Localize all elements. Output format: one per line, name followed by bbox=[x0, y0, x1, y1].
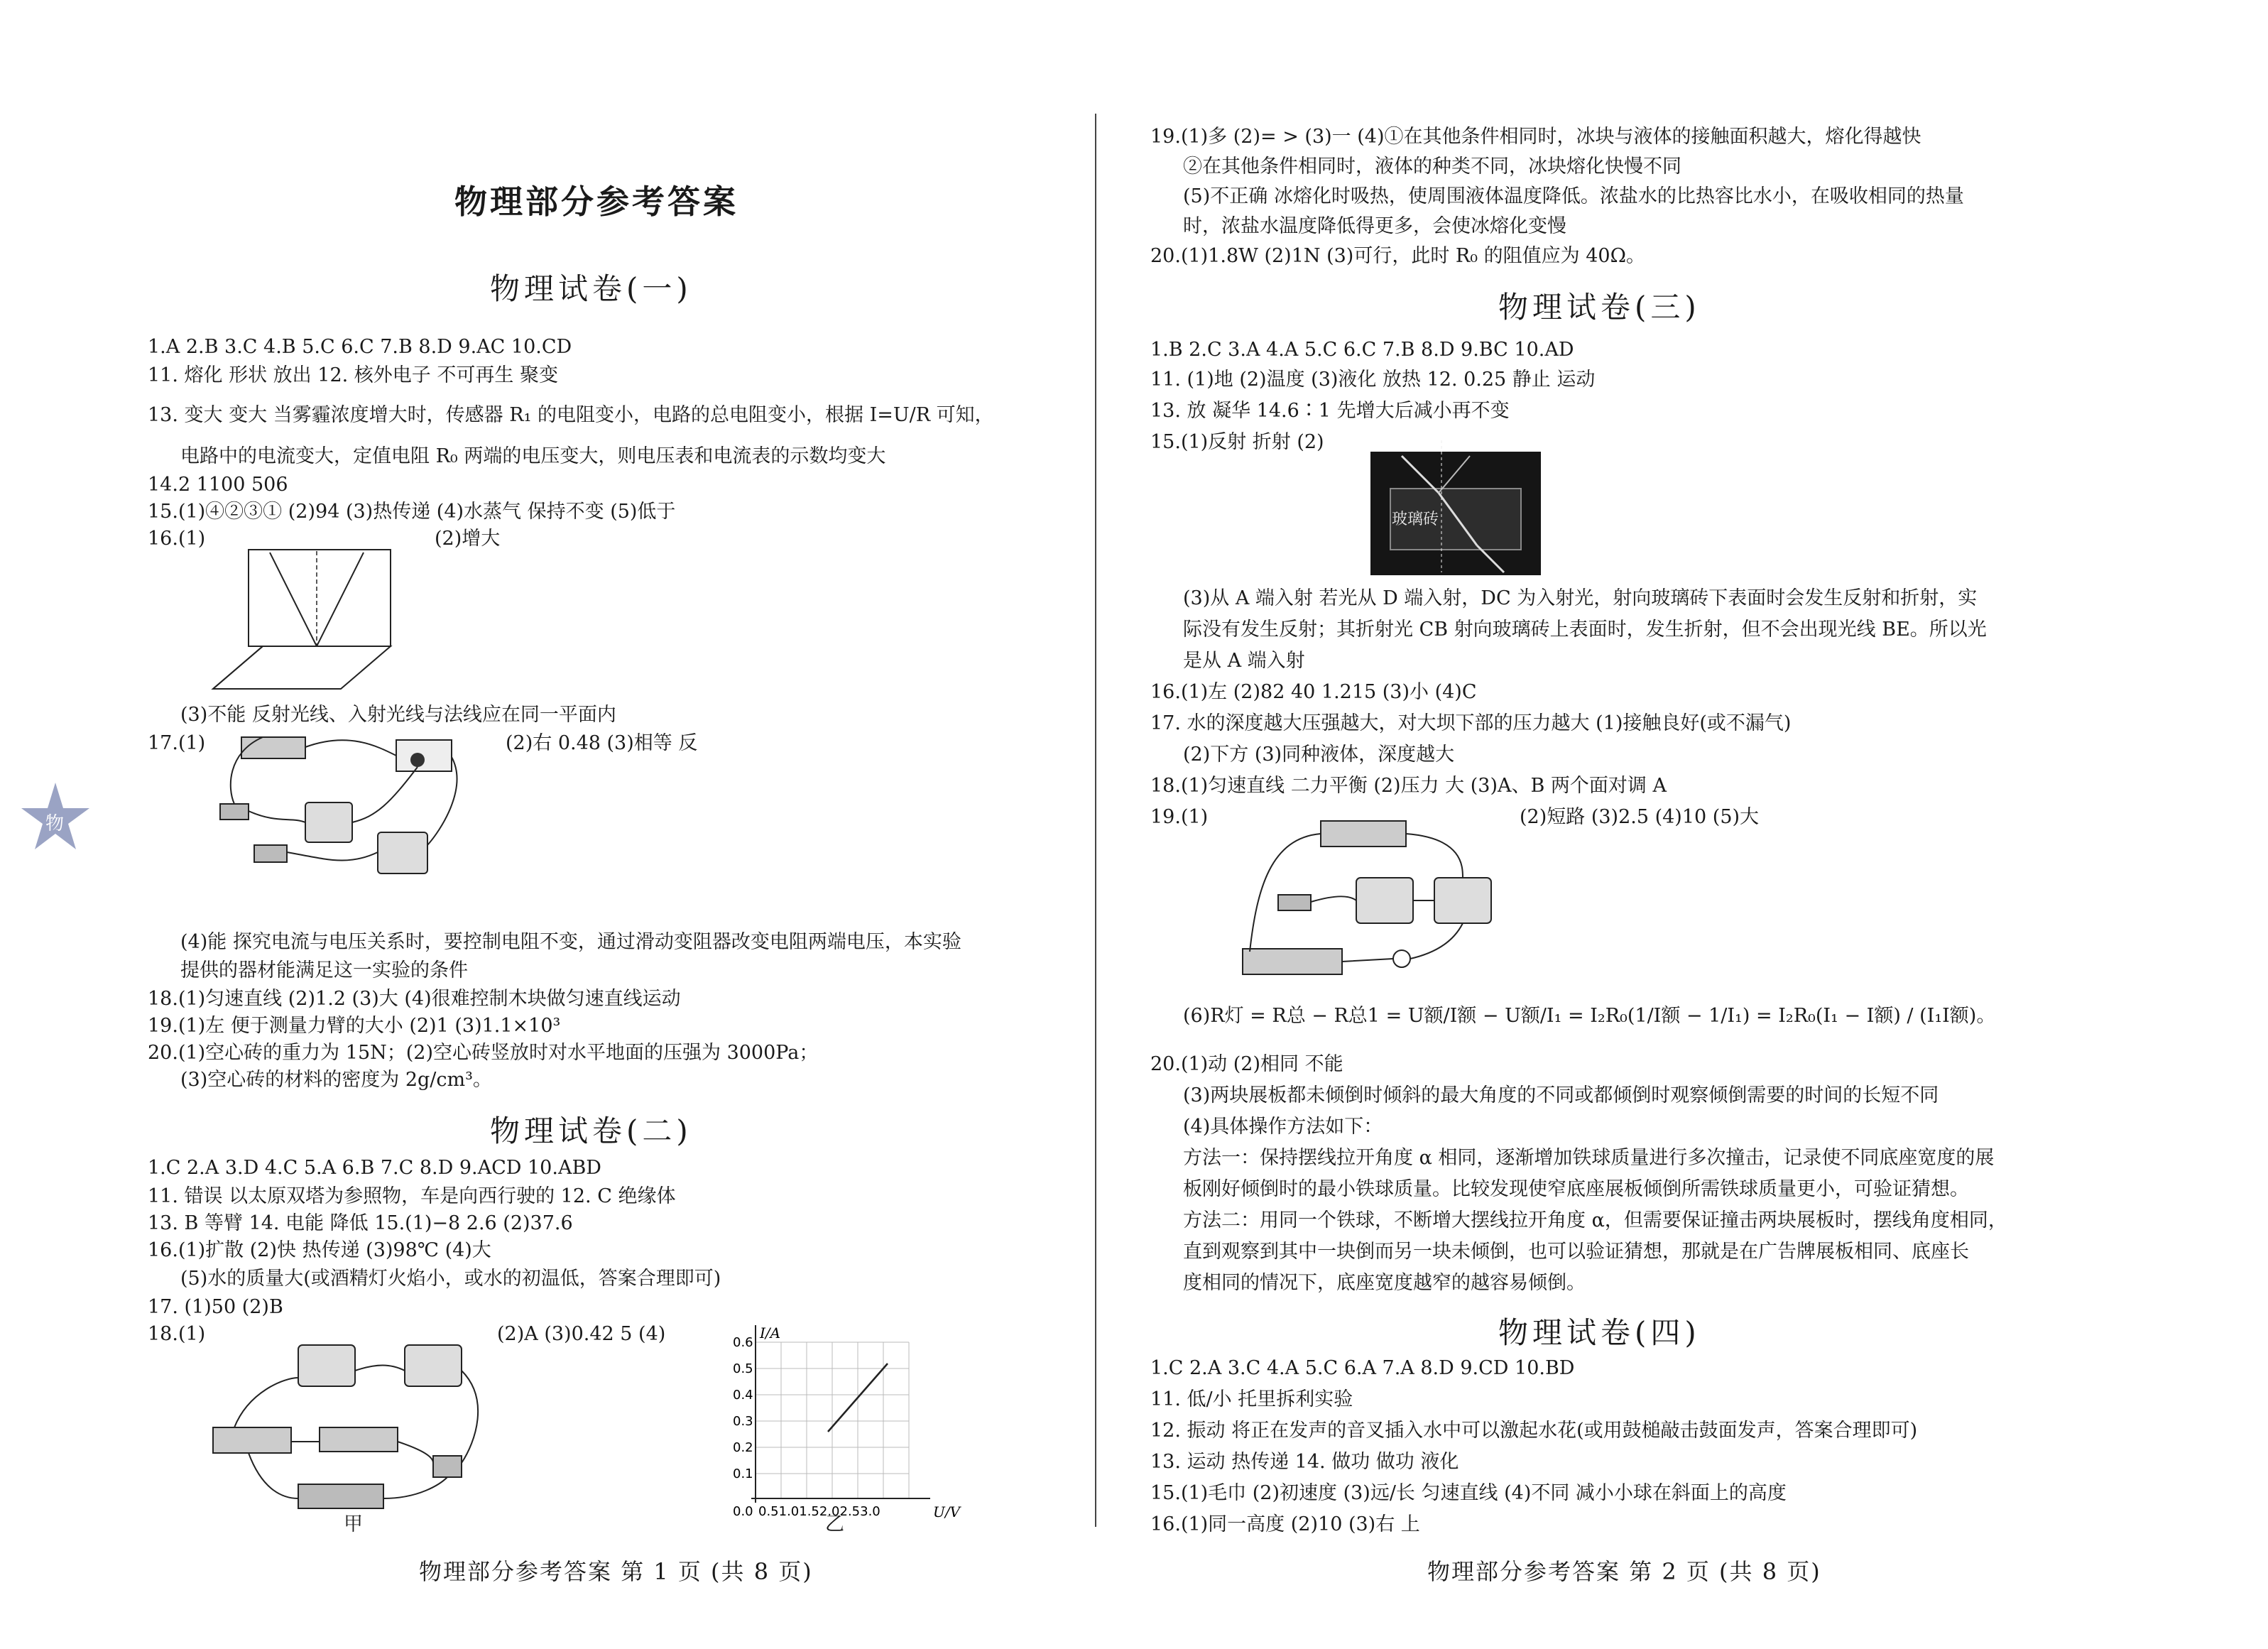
section-title-2: 物理试卷(二) bbox=[490, 1114, 692, 1148]
answer-line: 际没有发生反射；其折射光 CB 射向玻璃砖上表面时，发生折射，但不会出现光线 BE。所以光 bbox=[1183, 619, 1987, 641]
subject-stamp bbox=[20, 781, 91, 866]
answer-line: 19.(1) bbox=[1150, 806, 1209, 828]
svg-text:物: 物 bbox=[45, 813, 65, 834]
svg-text:0.4: 0.4 bbox=[733, 1388, 753, 1403]
circuit-diagram-18 bbox=[206, 1335, 511, 1520]
section-title-3: 物理试卷(三) bbox=[1498, 290, 1701, 325]
glass-brick-figure bbox=[1370, 440, 1541, 575]
answer-line: 17. 水的深度越大压强越大，对大坝下部的压力越大 (1)接触良好(或不漏气) bbox=[1150, 712, 1792, 734]
answer-line: 1.C 2.A 3.D 4.C 5.A 6.B 7.C 8.D 9.ACD 10.ABD bbox=[148, 1157, 601, 1179]
answer-line: 17. (1)50 (2)B bbox=[148, 1296, 283, 1318]
answer-line: 15.(1)毛巾 (2)初速度 (3)远/长 匀速直线 (4)不同 减小小球在斜面上的高度 bbox=[1150, 1482, 1787, 1504]
answer-line: (2)短路 (3)2.5 (4)10 (5)大 bbox=[1520, 806, 1760, 828]
answer-line: 方法二：用同一个铁球，不断增大摆线拉开角度 α，但需要保证撞击两块展板时，摆线角度相同， bbox=[1183, 1209, 2007, 1231]
svg-text:0.51.01.52.02.53.0: 0.51.01.52.02.53.0 bbox=[758, 1504, 881, 1519]
answer-line: 20.(1)动 (2)相同 不能 bbox=[1150, 1053, 1343, 1075]
answer-line: 16.(1) bbox=[148, 528, 206, 550]
svg-text:玻璃砖: 玻璃砖 bbox=[1392, 511, 1439, 528]
answer-line: 提供的器材能满足这一实验的条件 bbox=[180, 959, 468, 981]
section-title-4: 物理试卷(四) bbox=[1498, 1315, 1701, 1350]
answer-line: 13. 运动 热传递 14. 做功 做功 液化 bbox=[1150, 1451, 1459, 1473]
figure-label-jia: 甲 bbox=[344, 1513, 363, 1535]
answer-line: 19.(1)左 便于测量力臂的大小 (2)1 (3)1.1×10³ bbox=[148, 1015, 561, 1037]
footer-left: 物理部分参考答案 第 1 页 (共 8 页) bbox=[419, 1558, 813, 1585]
answer-line: (5)不正确 冰熔化时吸热，使周围液体温度降低。浓盐水的比热容比水小，在吸收相同的热量 bbox=[1183, 185, 1964, 207]
answer-line: 17.(1) bbox=[148, 732, 206, 754]
answer-line: 12. 振动 将正在发声的音叉插入水中可以激起水花(或用鼓槌敲击鼓面发声，答案合理即可) bbox=[1150, 1420, 1918, 1442]
answer-line: (2)下方 (3)同种液体，深度越大 bbox=[1183, 744, 1455, 766]
answer-line: 11. 低/小 托里拆利实验 bbox=[1150, 1388, 1353, 1410]
answer-line: 11. 错误 以太原双塔为参照物，车是向西行驶的 12. C 绝缘体 bbox=[148, 1185, 676, 1207]
answer-line: (3)两块展板都未倾倒时倾斜的最大角度的不同或都倾倒时观察倾倒需要的时间的长短不同 bbox=[1183, 1084, 1939, 1106]
iu-graph bbox=[717, 1318, 973, 1524]
answer-line: 15.(1)反射 折射 (2) bbox=[1150, 431, 1324, 453]
answer-line: 方法一：保持摆线拉开角度 α 相同，逐渐增加铁球质量进行多次撞击，记录使不同底座宽度的展 bbox=[1183, 1147, 1995, 1169]
svg-text:0.0: 0.0 bbox=[733, 1504, 753, 1519]
answer-line: 15.(1)④②③① (2)94 (3)热传递 (4)水蒸气 保持不变 (5)低于 bbox=[148, 501, 676, 523]
answer-line: 18.(1) bbox=[148, 1323, 206, 1345]
answer-line: 13. B 等臂 14. 电能 降低 15.(1)−8 2.6 (2)37.6 bbox=[148, 1212, 573, 1234]
answer-line: 是从 A 端入射 bbox=[1183, 650, 1305, 672]
answer-line: 1.A 2.B 3.C 4.B 5.C 6.C 7.B 8.D 9.AC 10.CD bbox=[148, 336, 572, 358]
svg-text:0.1: 0.1 bbox=[733, 1466, 753, 1481]
reflection-diagram bbox=[199, 540, 405, 703]
footer-right: 物理部分参考答案 第 2 页 (共 8 页) bbox=[1427, 1558, 1821, 1585]
answer-line: (3)从 A 端入射 若光从 D 端入射，DC 为入射光，射向玻璃砖下表面时会发生反射和折射，实 bbox=[1183, 587, 1978, 609]
answer-line: 14.2 1100 506 bbox=[148, 474, 288, 496]
svg-text:0.2: 0.2 bbox=[733, 1440, 753, 1455]
svg-text:U/V: U/V bbox=[933, 1503, 961, 1520]
circuit-diagram-17 bbox=[206, 724, 490, 888]
answer-line: (5)水的质量大(或酒精灯火焰小，或水的初温低，答案合理即可) bbox=[180, 1268, 721, 1290]
answer-line: 13. 变大 变大 当雾霾浓度增大时，传感器 R₁ 的电阻变小，电路的总电阻变小，根据 I=U/R 可知， bbox=[148, 404, 994, 426]
svg-text:I/A: I/A bbox=[760, 1324, 781, 1341]
answer-line: 11. 熔化 形状 放出 12. 核外电子 不可再生 聚变 bbox=[148, 364, 558, 386]
section-title-1: 物理试卷(一) bbox=[490, 271, 692, 306]
answer-line: (3)不能 反射光线、入射光线与法线应在同一平面内 bbox=[180, 704, 616, 726]
svg-text:0.6: 0.6 bbox=[733, 1335, 753, 1350]
answer-line: (2)A (3)0.42 5 (4) bbox=[497, 1323, 666, 1345]
answer-line: (2)右 0.48 (3)相等 反 bbox=[506, 732, 698, 754]
answer-line: 电路中的电流变大，定值电阻 R₀ 两端的电压变大，则电压表和电流表的示数均变大 bbox=[180, 445, 886, 467]
answer-line: 13. 放 凝华 14.6∶1 先增大后减小再不变 bbox=[1150, 400, 1510, 422]
answer-line: 19.(1)多 (2)= > (3)一 (4)①在其他条件相同时，冰块与液体的接触面积越大，熔化得越快 bbox=[1150, 126, 1921, 148]
circuit-diagram-19 bbox=[1228, 810, 1512, 987]
formula-line: (6)R灯 = R总 − R总1 = U额/I额 − U额/I₁ = I₂R₀(1/I额 − 1/I₁) = I₂R₀(I₁ − I额) / (I₁I额)。 bbox=[1183, 1005, 1996, 1027]
answer-line: 1.C 2.A 3.C 4.A 5.C 6.A 7.A 8.D 9.CD 10.BD bbox=[1150, 1357, 1575, 1379]
answer-line: 板刚好倾倒时的最小铁球质量。比较发现使窄底座展板倾倒所需铁球质量更小，可验证猜想。 bbox=[1183, 1178, 1969, 1200]
answer-line: 11. (1)地 (2)温度 (3)液化 放热 12. 0.25 静止 运动 bbox=[1150, 369, 1596, 391]
answer-line: 16.(1)左 (2)82 40 1.215 (3)小 (4)C bbox=[1150, 681, 1477, 703]
page-title: 物理部分参考答案 bbox=[454, 183, 738, 221]
answer-line: ②在其他条件相同时，液体的种类不同，冰块熔化快慢不同 bbox=[1183, 156, 1681, 178]
page-divider bbox=[1095, 114, 1096, 1527]
answer-line: (4)具体操作方法如下： bbox=[1183, 1116, 1383, 1138]
answer-line: 度相同的情况下，底座宽度越窄的越容易倾倒。 bbox=[1183, 1272, 1586, 1294]
answer-line: 16.(1)扩散 (2)快 热传递 (3)98℃ (4)大 bbox=[148, 1239, 491, 1261]
answer-line: 18.(1)匀速直线 (2)1.2 (3)大 (4)很难控制木块做匀速直线运动 bbox=[148, 988, 681, 1010]
answer-line: 16.(1)同一高度 (2)10 (3)右 上 bbox=[1150, 1513, 1420, 1535]
figure-label-yi: 乙 bbox=[825, 1513, 844, 1535]
answer-line: (4)能 探究电流与电压关系时，要控制电阻不变，通过滑动变阻器改变电阻两端电压，本实验 bbox=[180, 931, 961, 953]
answer-line: 20.(1)1.8W (2)1N (3)可行，此时 R₀ 的阻值应为 40Ω。 bbox=[1150, 245, 1645, 267]
answer-line: 18.(1)匀速直线 二力平衡 (2)压力 大 (3)A、B 两个面对调 A bbox=[1150, 775, 1667, 797]
answer-line: (3)空心砖的材料的密度为 2g/cm³。 bbox=[180, 1069, 492, 1091]
answer-line: 时，浓盐水温度降低得更多，会使冰熔化变慢 bbox=[1183, 215, 1566, 237]
answer-line: 1.B 2.C 3.A 4.A 5.C 6.C 7.B 8.D 9.BC 10.AD bbox=[1150, 339, 1574, 361]
svg-text:0.3: 0.3 bbox=[733, 1414, 753, 1429]
answer-line: (2)增大 bbox=[435, 528, 501, 550]
svg-text:0.5: 0.5 bbox=[733, 1361, 753, 1376]
answer-line: 直到观察到其中一块倒而另一块未倾倒，也可以验证猜想，那就是在广告牌展板相同、底座长 bbox=[1183, 1241, 1969, 1263]
answer-line: 20.(1)空心砖的重力为 15N；(2)空心砖竖放时对水平地面的压强为 3000Pa； bbox=[148, 1042, 819, 1064]
